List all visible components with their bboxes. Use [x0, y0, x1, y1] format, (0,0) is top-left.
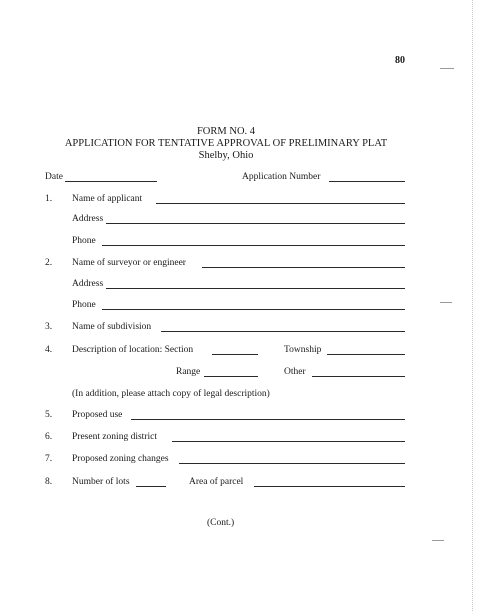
continued-note: (Cont.)	[207, 518, 235, 528]
applicant-address-field[interactable]	[106, 223, 405, 224]
item-number-6: 6.	[45, 432, 53, 442]
application-number-label: Application Number	[242, 172, 321, 182]
page-number: 80	[395, 55, 405, 66]
item-number-4: 4.	[45, 345, 53, 355]
proposed-zoning-label: Proposed zoning changes	[72, 454, 169, 464]
area-of-parcel-field[interactable]	[254, 486, 405, 487]
location-description-label: Description of location: Section	[72, 345, 194, 355]
surveyor-name-field[interactable]	[202, 267, 405, 268]
applicant-name-label: Name of applicant	[72, 194, 143, 204]
other-label: Other	[284, 367, 306, 377]
number-of-lots-field[interactable]	[136, 486, 166, 487]
item-number-5: 5.	[45, 410, 53, 420]
applicant-phone-label: Phone	[72, 236, 96, 246]
item-number-1: 1.	[45, 194, 53, 204]
applicant-address-label: Address	[72, 214, 104, 224]
township-label: Township	[284, 345, 322, 355]
present-zoning-field[interactable]	[172, 441, 405, 442]
margin-mark	[432, 540, 444, 541]
margin-mark	[440, 68, 454, 69]
item-number-8: 8.	[45, 477, 53, 487]
form-number: FORM NO. 4	[196, 126, 256, 137]
legal-description-note: (In addition, please attach copy of legal description)	[72, 389, 270, 399]
item-number-2: 2.	[45, 258, 53, 268]
page-edge	[472, 0, 473, 611]
form-title: APPLICATION FOR TENTATIVE APPROVAL OF PRELIMINARY PLAT	[64, 138, 388, 149]
range-field[interactable]	[204, 376, 258, 377]
surveyor-address-field[interactable]	[106, 288, 405, 289]
date-field[interactable]	[65, 181, 157, 182]
item-number-7: 7.	[45, 454, 53, 464]
subdivision-name-field[interactable]	[161, 331, 405, 332]
other-field[interactable]	[312, 376, 405, 377]
section-field[interactable]	[212, 354, 258, 355]
surveyor-phone-field[interactable]	[102, 309, 405, 310]
township-field[interactable]	[327, 354, 405, 355]
form-location: Shelby, Ohio	[198, 150, 254, 161]
proposed-use-field[interactable]	[131, 419, 405, 420]
proposed-zoning-field[interactable]	[179, 463, 405, 464]
applicant-name-field[interactable]	[156, 203, 405, 204]
surveyor-phone-label: Phone	[72, 300, 96, 310]
applicant-phone-field[interactable]	[102, 245, 405, 246]
range-label: Range	[176, 367, 201, 377]
present-zoning-label: Present zoning district	[72, 432, 157, 442]
application-number-field[interactable]	[329, 181, 405, 182]
proposed-use-label: Proposed use	[72, 410, 123, 420]
item-number-3: 3.	[45, 322, 53, 332]
area-of-parcel-label: Area of parcel	[189, 477, 244, 487]
date-label: Date	[45, 172, 63, 182]
surveyor-address-label: Address	[72, 279, 104, 289]
subdivision-name-label: Name of subdivision	[72, 322, 152, 332]
number-of-lots-label: Number of lots	[72, 477, 130, 487]
margin-mark	[440, 302, 452, 303]
surveyor-name-label: Name of surveyor or engineer	[72, 258, 186, 268]
